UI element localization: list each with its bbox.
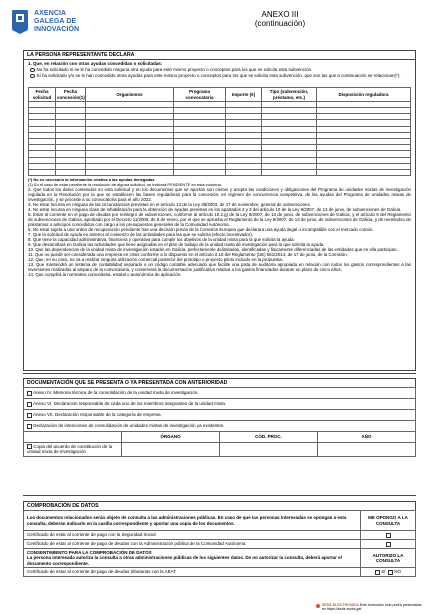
document-row: Declaración de intenciones de consolidación de unidades mixtas de investigación ya existentes. <box>24 421 416 432</box>
galicia-shield-icon <box>10 8 30 35</box>
declaration-item: 14. Que cumplirá la normativa comunitaria, estatal o autonómica de aplicación. <box>28 272 182 278</box>
radio-no[interactable] <box>30 68 35 73</box>
yes-checkbox[interactable] <box>375 570 380 575</box>
data-check-table <box>23 510 416 577</box>
note-1: (1) En el caso de estar pendiente la resolución de alguna solicitud, se indicará PENDIENTE en esta columna. <box>28 181 222 187</box>
oppose-checkbox[interactable] <box>386 542 391 547</box>
section-title: DOCUMENTACIÓN QUE SE PRESENTA O YA PRESENTADA CON ANTERIORIDAD <box>23 378 416 387</box>
document-row: Anexo VII. Declaración responsable de la categoría de empresa <box>24 410 416 421</box>
option-yes-aid[interactable]: Sí ha solicitado y/o se le han concedido otras ayudas para este mismo proyecto o conceptos para los que se solicita esta subvención, que son las que a continuación se relacionan(*): <box>24 73 415 85</box>
logo-line: GALEGA DE <box>34 17 77 25</box>
checkbox[interactable] <box>27 424 32 429</box>
radio-yes[interactable] <box>30 74 35 79</box>
annex-subtitle: (continuación) <box>254 19 306 28</box>
cert-row <box>24 568 416 577</box>
organo-field[interactable] <box>122 443 220 457</box>
option-no-aid[interactable]: No ha solicitado ni se le ha concedido ninguna otra ayuda para este mismo proyecto o conceptos para los que se solicita esta subvención. <box>24 66 415 73</box>
checkbox[interactable] <box>27 413 32 418</box>
document-row: Copia del acuerdo de constitución de la unidad mixta de investigación <box>24 443 416 457</box>
aid-cell[interactable] <box>29 169 56 175</box>
declaration-item: 12. Que, en su caso, no va a realizar ninguna utilización comercial posterior del prototipo o proyecto piloto incluido en la propuesta. <box>28 257 284 263</box>
aid-cell[interactable] <box>262 169 317 175</box>
col-header: Tipo (subvención, préstamo, etc.) <box>262 88 317 101</box>
document-row: Anexo VI. Declaración responsable de cada uno de los miembros integrantes de la unidad mixta. <box>24 399 416 410</box>
annex-heading <box>200 10 360 28</box>
declaration-section <box>23 50 416 371</box>
cert-row <box>24 540 416 549</box>
sede-icon <box>316 604 320 608</box>
footer <box>316 603 426 611</box>
checkbox[interactable] <box>27 402 32 407</box>
doc-header-row <box>24 432 416 443</box>
yes-label: SÍ <box>381 569 386 575</box>
col-header: Organismos <box>86 88 174 101</box>
footer-label: SEDE ELECTRÓNICA <box>322 603 359 607</box>
declaration-item: 5. Estar al corriente en el pago de deudas por reintegro de subvenciones, conforme al artículo 10.2.g) de la Ley 9/2007, de 13 de junio, de subvenciones de Galicia, y el artículo 9 del Reglamento de subvenciones de Galicia, aprobado por el Decreto 11/2009, de 8 de enero, por el que se aprueba el Reglamento de la Ley 9/2007, de 13 de junio, de subvenciones de Galicia, y de reembolso de préstamos o anticipos concedidos con cargo a los presupuestos generales de la Comunidad Autónoma. <box>28 212 411 228</box>
table-notes <box>24 176 415 187</box>
aid-cell[interactable] <box>86 169 174 175</box>
checkbox[interactable] <box>27 391 32 396</box>
data-check-section <box>23 501 416 601</box>
logo-line: AXENCIA <box>34 9 67 17</box>
declaration-item: 6. No estar sujeta a una orden de recuperación pendiente tras una decisión previa de la Comisión Europea que declarara una ayuda ilegal o incompatible con el mercado común. <box>28 227 374 233</box>
note-star: (*) No es necesario la información relativa a las ayudas denegadas <box>28 177 155 183</box>
declaration-item: 7. Que la solicitud de ayuda es anterior al comienzo de las actividades para las que se solicita (efecto incentivador). <box>28 232 254 238</box>
intro-text: Los documentos relacionados serán objeto de consulta a las administraciones públicas. En caso de que las personas interesadas se opongan a esta consulta, deberán indicarlo en la casilla correspondiente y aportar una copia de los documentos. <box>24 511 361 531</box>
ano-field[interactable] <box>318 443 416 457</box>
col-header: Fecha solicitud <box>29 88 56 101</box>
no-label: NO <box>394 569 402 575</box>
col-header: Programa convocatoria <box>174 88 226 101</box>
aid-cell[interactable] <box>56 169 86 175</box>
declaration-item: 11. Que no puede ser considerada una empresa en crisis conforme a lo dispuesto en el artículo 2.18 del Reglamento (UE) 651/2014, de 17 de junio, de la Comisión. <box>28 252 348 258</box>
consent-title: CONSENTIMIENTO PARA LA COMPROBACIÓN DE DATOS <box>27 550 152 556</box>
declaration-item: 2. Que todos los datos contenidos en esta solicitud y en los documentos que se aportan son ciertos y acepta las condiciones y obligaciones del Programa de unidades mixtas de investigación regulada en la Resolución por la que se establecen las bases reguladoras para la concesión, en régimen de concurrencia competitiva, de las ayudas del Programa de unidades mixtas de investigación, y se procede a su convocatoria para el año 2022. <box>28 187 411 203</box>
cert-label: Certificado de estar al corriente de pago de deudas tributarias con la AEAT <box>24 568 361 577</box>
col-header: Disposición reguladora <box>317 88 411 101</box>
logo-line: INNOVACIÓN <box>34 25 80 33</box>
aid-cell[interactable] <box>174 169 226 175</box>
aid-cell[interactable] <box>317 169 411 175</box>
consent-text: La persona interesada autoriza la consulta a otras administraciones públicas de los siguientes datos. De no autorizar la consulta, deberá aportar el documento correspondiente. <box>27 555 342 566</box>
authorize-header: AUTORIZO LA CONSULTA <box>361 549 416 568</box>
col-organo: ÓRGANO <box>122 432 220 443</box>
no-checkbox[interactable] <box>388 570 393 575</box>
question-1: 1. Que, en relación con otras ayudas concedidas o solicitadas: <box>28 61 163 66</box>
declaration-item: 9. Que desarrollará en Galicia las actividades que tiene asignadas en el plan de trabajo de la unidad mixta de investigación para la que solicita la ayuda. <box>28 242 325 248</box>
declaration-item: 10. Que las dependencias de la unidad mixta de investigación estarán en Galicia, perfectamente delimitadas, identificadas y físicamente diferenciadas de las entidades que en ella participan. <box>28 247 398 253</box>
section-title: LA PERSONA REPRESENTANTE DECLARA <box>24 51 415 60</box>
oppose-header: ME OPONGO A LA CONSULTA <box>361 511 416 531</box>
declaration-item: 8. Que tiene la capacidad administrativa, financiera y operativa para cumplir los objetivos de la unidad mixta para la que solicita la ayuda. <box>28 237 295 243</box>
declaration-list <box>24 187 415 277</box>
document-row: Anexo IV. Memoria técnica de la consolidación de la unidad mixta de investigación. <box>24 388 416 399</box>
col-ano: AÑO <box>318 432 416 443</box>
col-header: Fecha concesión(1) <box>57 89 85 100</box>
declaration-item: 13. Que mantendrá un sistema de contabilidad separado o un código contable adecuado que facilite una pista de auditoría apropiada en relación con todos los gastos correspondientes a las inversiones realizadas al amparo de la convocatoria, y conservará la documentación justificativa relativa a los gastos financiados durante un plazo de cinco años. <box>28 262 411 273</box>
cod-proc-field[interactable] <box>220 443 318 457</box>
documents-table <box>23 387 416 457</box>
logo <box>10 8 79 35</box>
aid-table-row <box>29 169 411 175</box>
cert-row <box>24 531 416 540</box>
other-aid-table <box>28 87 411 176</box>
section-title: COMPROBACIÓN DE DATOS <box>23 501 416 510</box>
cert-label: Certificado de estar al corriente de pago con la Seguridad Social <box>24 531 361 540</box>
footer-text: Este formulario solo podrá presentarse en https://sede.xunta.gal <box>322 603 422 612</box>
documentation-section <box>23 378 416 489</box>
col-cod-proc: CÓD. PROC. <box>220 432 318 443</box>
consent-block <box>24 549 361 568</box>
col-header: Importe (€) <box>226 88 262 101</box>
declaration-item: 4. No estar incursa en ninguna clase de inhabilitación para la obtención de ayudas previstas en los apartados 2 y 3 del artículo 10 de la Ley 9/2007, de 13 de junio, de subvenciones de Galicia. <box>28 207 402 213</box>
aid-cell[interactable] <box>226 169 262 175</box>
cert-label: Certificado de estar al corriente de pago de deudas con la Administración pública de la Comunidad Autónoma <box>24 540 361 549</box>
annex-title: ANEXO III <box>261 10 299 19</box>
oppose-checkbox[interactable] <box>386 533 391 538</box>
declaration-item: 3. No estar incursa en ninguna de las circunstancias previstas en el artículo 13 de la Ley 38/2003, de 17 de noviembre, general de subvenciones. <box>28 202 311 208</box>
